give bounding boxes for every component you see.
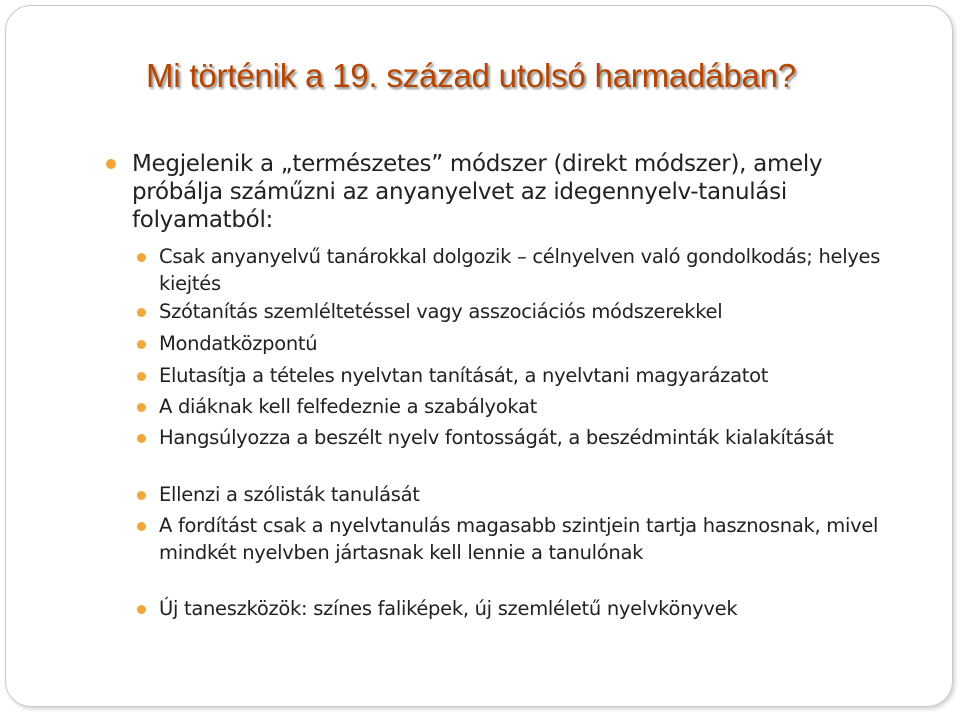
- bullet-dot-icon: [137, 308, 146, 317]
- sub-bullet-text: A diáknak kell felfedeznie a szabályokat: [159, 395, 537, 418]
- bullet-dot-icon: [137, 340, 146, 349]
- sub-bullet: [159, 243, 904, 297]
- main-bullet: [132, 150, 892, 234]
- bullet-dot-icon: [137, 403, 146, 412]
- sub-bullet: [159, 512, 904, 566]
- bullet-dot-icon: [106, 159, 116, 169]
- sub-bullet: [159, 393, 904, 420]
- sub-bullet: [159, 481, 904, 508]
- bullet-dot-icon: [137, 491, 146, 500]
- sub-bullet: [159, 330, 904, 357]
- main-bullet-text: Megjelenik a „természetes” módszer (direkt módszer), amely próbálja száműzni az anyanyelvet az idegennyelv-tanulási folyamatból:: [132, 151, 823, 233]
- sub-bullet-text: Szótanítás szemléltetéssel vagy asszociációs módszerekkel: [159, 300, 723, 323]
- sub-bullet: [159, 298, 904, 325]
- sub-bullet-text: Hangsúlyozza a beszélt nyelv fontosságát, a beszédminták kialakítását: [159, 426, 834, 449]
- sub-bullet: [159, 424, 904, 451]
- sub-bullet-text: Ellenzi a szólisták tanulását: [159, 483, 420, 506]
- bullet-dot-icon: [137, 522, 146, 531]
- slide-title: Mi történik a 19. század utolsó harmadában?: [146, 57, 796, 94]
- bullet-dot-icon: [137, 253, 146, 262]
- bullet-dot-icon: [137, 434, 146, 443]
- sub-bullet-text: Elutasítja a tételes nyelvtan tanítását, a nyelvtani magyarázatot: [159, 364, 769, 387]
- sub-bullet-text: Új taneszközök: színes faliképek, új szemléletű nyelvkönyvek: [159, 597, 738, 620]
- bullet-dot-icon: [137, 605, 146, 614]
- sub-bullet-text: A fordítást csak a nyelvtanulás magasabb szintjein tartja hasznosnak, mivel mindkét nyelvben jártasnak kell lennie a tanulónak: [159, 514, 879, 564]
- sub-bullet-text: Csak anyanyelvű tanárokkal dolgozik – célnyelven való gondolkodás; helyes kiejtés: [159, 245, 881, 295]
- bullet-dot-icon: [137, 372, 146, 381]
- sub-bullet: [159, 362, 904, 389]
- sub-bullet: [159, 595, 904, 622]
- sub-bullet-text: Mondatközpontú: [159, 332, 318, 355]
